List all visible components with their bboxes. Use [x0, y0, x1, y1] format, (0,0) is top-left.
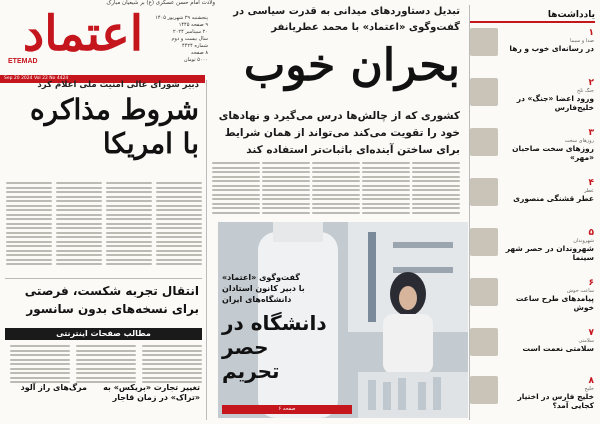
bottom-story[interactable]: تغییر تجارت «بریکس» به «تراک» در زمان قاجار [103, 383, 200, 402]
note-author: خلیج [584, 386, 594, 392]
left-body-text [5, 180, 202, 275]
left-column [0, 78, 205, 424]
sidebar-note-item[interactable] [470, 176, 596, 216]
sidebar-note-item[interactable] [470, 276, 596, 316]
note-number: ۲ [588, 78, 594, 88]
photo-caption: صفحه ۶ [222, 405, 352, 414]
author-avatar [470, 328, 498, 356]
sidebar-note-item[interactable] [470, 374, 596, 414]
main-photo[interactable] [218, 222, 468, 418]
top-announcement: ولادت امام حسن عسکری (ع) بر شیعیان مبارک [106, 0, 215, 6]
text-column [362, 160, 410, 220]
internet-pages-banner[interactable]: مطالب صفحات اینترنتی [5, 328, 202, 340]
text-column [6, 180, 52, 275]
note-headline[interactable]: ورود اعضا «جنگ» در خلیج‌فارس [516, 94, 594, 112]
note-number: ۵ [588, 228, 594, 238]
text-column [106, 180, 152, 275]
date-strip: Sep 20 2024 Vol 22 No 4424 [0, 75, 205, 83]
text-column [312, 160, 360, 220]
author-avatar [470, 128, 498, 156]
sidebar-note-item[interactable] [470, 76, 596, 116]
meta-line: ۸ صفحه [191, 50, 208, 56]
column-divider [206, 80, 207, 420]
main-kicker[interactable]: تبدیل دستاوردهای میدانی به قدرت سیاسی در گفت‌وگوی «اعتماد» با محمد عطریانفر [233, 6, 460, 33]
left-main-title[interactable]: شروط مذاکره با امریکا [30, 93, 199, 160]
center-column [210, 0, 468, 424]
sidebar-note-item[interactable] [470, 226, 596, 266]
note-author: عطر [584, 188, 594, 194]
author-avatar [470, 28, 498, 56]
note-author: روزهای سخت [564, 138, 594, 144]
note-number: ۶ [588, 278, 594, 288]
note-author: جنگ تلخ [577, 88, 594, 94]
photo-line: گفت‌وگوی «اعتماد» [222, 273, 300, 282]
logo-latin: ETEMAD [8, 58, 38, 65]
photo-line: با دبیر کانون استادان [222, 284, 305, 293]
author-avatar [470, 78, 498, 106]
main-headline[interactable]: بحران خوب [243, 40, 460, 91]
text-column [56, 180, 102, 275]
main-lede[interactable]: کشوری که از چالش‌ها درس می‌گیرد و نهادهای خود را تقویت می‌کند می‌تواند از همان شرایط برای ساختن آینده‌ای باثبات‌تر استفاده کند [218, 110, 460, 156]
text-column [262, 160, 310, 220]
logo: اعتماد [22, 6, 144, 62]
note-headline[interactable]: روزهای سخت صاحبان «مهر» [512, 144, 594, 162]
note-number: ۳ [588, 128, 594, 138]
note-headline[interactable]: پیامدهای طرح ساعت خوش [515, 294, 594, 312]
text-column [212, 160, 260, 220]
sidebar-note-item[interactable] [470, 26, 596, 66]
author-avatar [470, 178, 498, 206]
note-author: شهروندان [573, 238, 594, 244]
author-avatar [470, 376, 498, 404]
meta-line: ۹ صفحه ۱۴۴۵ [178, 22, 208, 28]
meta-line: پنجشنبه ۲۹ شهریور ۱۴۰۵ [155, 15, 208, 21]
rule [5, 278, 202, 279]
meta-line: شماره ۴۴۲۴ [182, 43, 208, 49]
note-author: ساعت خوش [567, 288, 594, 294]
note-number: ۱ [588, 28, 594, 38]
sidebar-note-item[interactable] [470, 326, 596, 366]
note-number: ۸ [588, 376, 594, 386]
sidebar-note-item[interactable] [470, 126, 596, 166]
photo-headline[interactable]: دانشگاه در حصر تحریم [222, 311, 327, 383]
photo-overlay-text [222, 272, 332, 383]
sidebar-title: یادداشت‌ها [470, 10, 595, 23]
note-author: سلامتی [578, 338, 594, 344]
note-headline[interactable]: سلامتی نعمت است [522, 344, 594, 353]
notes-sidebar [468, 0, 600, 424]
author-avatar [470, 228, 498, 256]
left-super-title[interactable]: دبیر شورای عالی امنیت ملی اعلام کرد [37, 80, 199, 90]
note-number: ۴ [588, 178, 594, 188]
note-headline[interactable]: شهروندان در حصر شهر سینما [505, 244, 594, 262]
photo-line: دانشگاه‌های ایران [222, 295, 292, 304]
bottom-story[interactable]: مرگ‌های راز آلود [20, 383, 87, 392]
meta-line: ۵۰۰۰ تومان [183, 57, 208, 63]
note-headline[interactable]: خلیج فارس در اختیار کجایی آمد؟ [517, 392, 594, 410]
note-headline[interactable]: در رسانه‌ای خوب و رها [509, 44, 594, 53]
text-column [412, 160, 460, 220]
meta-line: ۲۰ سپتامبر ۲۰۲۴ [173, 29, 208, 35]
meta-line: سال بیست و دوم [171, 36, 208, 42]
issue-meta [150, 15, 208, 64]
left-section-headline[interactable]: انتقال تجربه شکست، فرصتی برای نسخه‌های بدون سانسور [24, 284, 199, 316]
masthead [0, 6, 210, 81]
left-bottom-box [5, 343, 202, 421]
author-avatar [470, 278, 498, 306]
note-headline[interactable]: عطر قشنگی منصوری [513, 194, 594, 203]
note-author: صدا و سیما [570, 38, 594, 44]
note-number: ۷ [588, 328, 594, 338]
text-column [156, 180, 202, 275]
